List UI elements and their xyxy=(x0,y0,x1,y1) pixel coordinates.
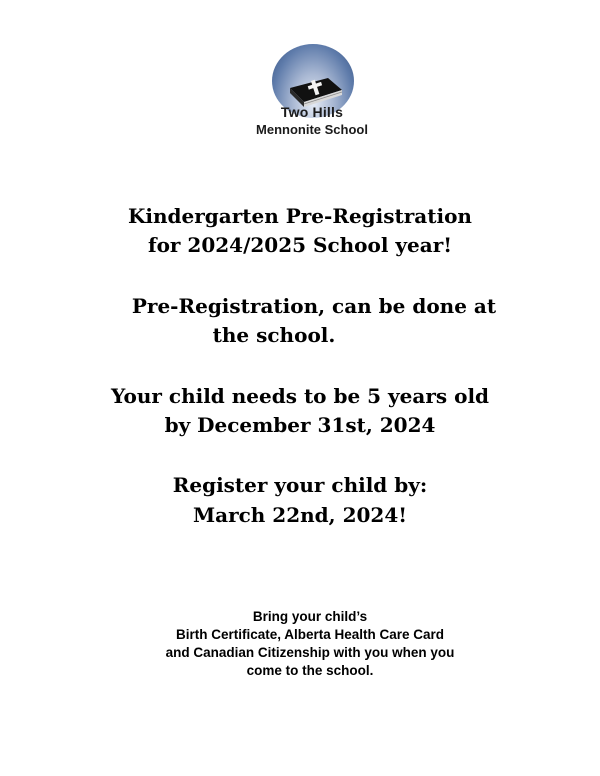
logo-text-mennonite-school: Mennonite School xyxy=(256,122,368,137)
heading-register-by: Register your child by: xyxy=(172,473,428,497)
heading-at-school: the school. xyxy=(212,323,336,347)
note-line-3: and Canadian Citizenship with you when you xyxy=(165,645,455,660)
heading-deadline-date: March 22nd, 2024! xyxy=(192,503,408,527)
heading-school-year: for 2024/2025 School year! xyxy=(147,233,453,257)
heading-pre-registration: Pre-Registration, can be done at xyxy=(131,294,497,318)
logo-text-two-hills: Two Hills xyxy=(280,104,344,120)
note-line-2: Birth Certificate, Alberta Health Care Card xyxy=(175,627,445,642)
heading-age-date: by December 31st, 2024 xyxy=(164,413,436,437)
heading-age-requirement: Your child needs to be 5 years old xyxy=(110,384,490,408)
heading-kindergarten: Kindergarten Pre-Registration xyxy=(128,204,472,228)
note-line-4: come to the school. xyxy=(246,663,374,678)
note-line-1: Bring your child’s xyxy=(252,609,368,624)
school-logo xyxy=(232,44,392,144)
